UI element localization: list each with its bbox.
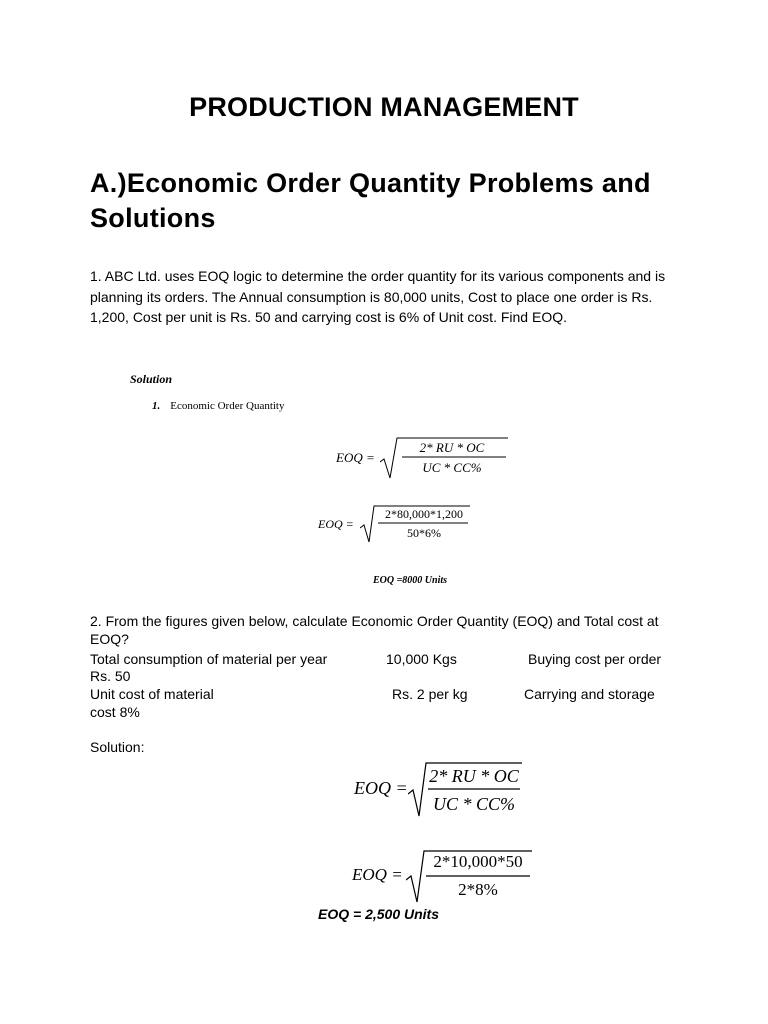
- section-heading: A.)Economic Order Quantity Problems and Solutions: [90, 168, 651, 233]
- row-1-value: 10,000 Kgs: [386, 651, 457, 667]
- solution-1-label: Solution: [130, 372, 173, 386]
- row-1-label: Total consumption of material per year: [90, 651, 328, 667]
- solution-2-label: Solution:: [90, 739, 145, 755]
- result-2: EOQ = 2,500 Units: [318, 906, 439, 922]
- formula-numerator: 2*80,000*1,200: [385, 507, 463, 521]
- result-1: EOQ =8000 Units: [373, 575, 448, 586]
- formula-lhs: EOQ =: [352, 865, 403, 884]
- formula-denominator: 2*8%: [458, 880, 498, 899]
- row-2-wrap: cost 8%: [90, 704, 140, 720]
- row-1-label2: Buying cost per order: [528, 651, 662, 667]
- formula-numerator: 2* RU * OC: [419, 440, 485, 455]
- formula-denominator: UC * CC%: [422, 460, 482, 475]
- formula-lhs: EOQ =: [336, 450, 375, 465]
- formula-numerator: 2*10,000*50: [433, 852, 523, 871]
- page-title: PRODUCTION MANAGEMENT: [189, 92, 579, 122]
- row-1-wrap: Rs. 50: [90, 668, 131, 684]
- row-2-label: Unit cost of material: [90, 686, 214, 702]
- row-2-label2: Carrying and storage: [524, 686, 655, 702]
- row-2-value: Rs. 2 per kg: [392, 686, 468, 702]
- formula-denominator: UC * CC%: [432, 794, 515, 814]
- formula-denominator: 50*6%: [407, 526, 441, 540]
- solution-1-item: [152, 400, 285, 412]
- problem-1-text: 1. ABC Ltd. uses EOQ logic to determine the order quantity for its various components and is planning its orders. The Annual consumption is 80,000 units, Cost to place one order is Rs. 1,200, Cost per unit is Rs. 50 and carrying cost is 6% of Unit cost. Find EOQ.: [90, 268, 666, 325]
- formula-lhs: EOQ =: [354, 778, 408, 798]
- solution-1-item-text: Economic Order Quantity: [170, 400, 285, 412]
- problem-2-text: 2. From the figures given below, calculate Economic Order Quantity (EOQ) and Total cost at EOQ?: [90, 613, 659, 647]
- solution-1-item-number: 1.: [152, 400, 161, 412]
- formula-lhs: EOQ =: [318, 517, 354, 531]
- formula-numerator: 2* RU * OC: [429, 766, 519, 786]
